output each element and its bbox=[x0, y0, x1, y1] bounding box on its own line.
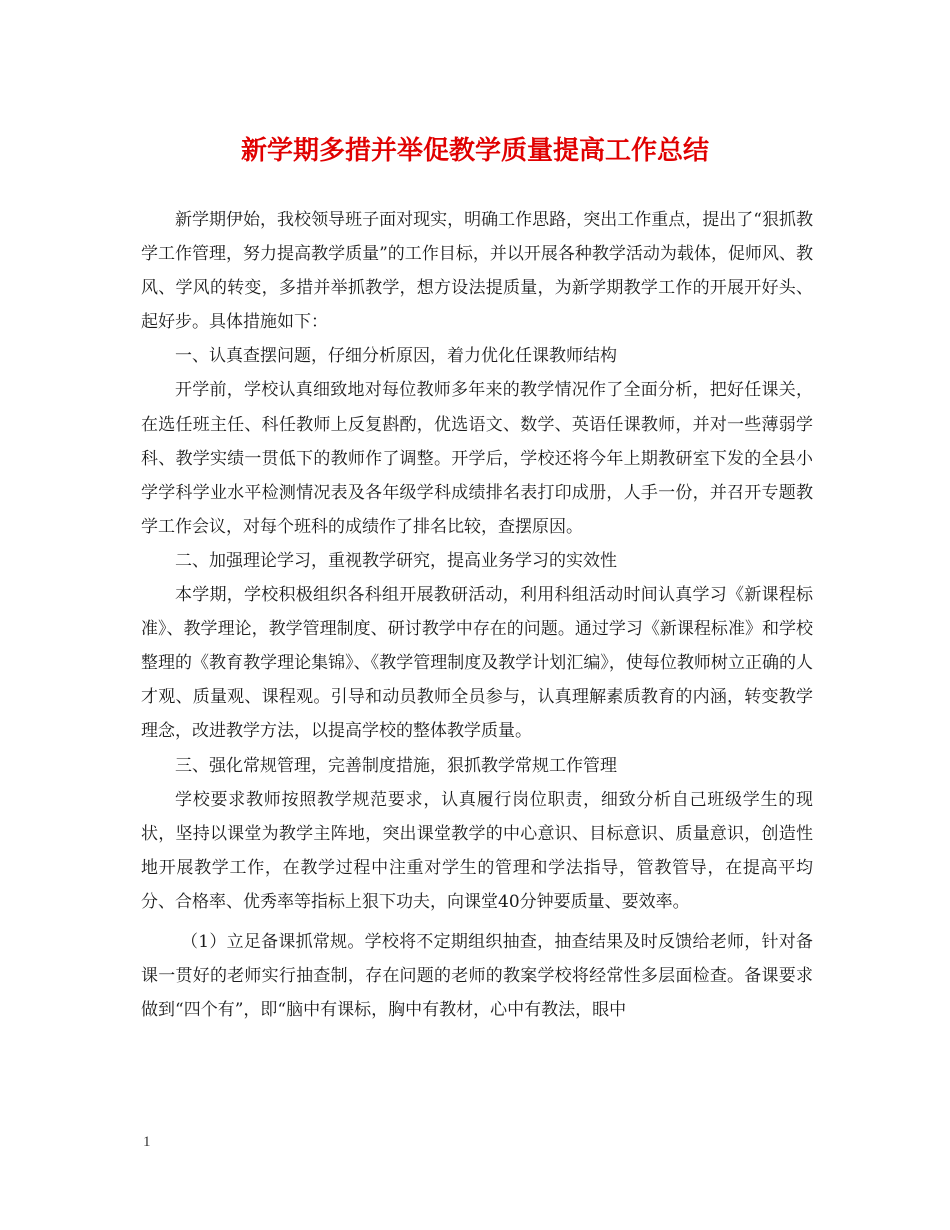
paragraph-section-3: 学校要求教师按照教学规范要求，认真履行岗位职责，细致分析自己班级学生的现状，坚持以课堂为教学主阵地，突出课堂教学的中心意识、目标意识、质量意识，创造性地开展教学工作，在教学过程中注重对学生的管理和学法指导，管教管导，在提高平均分、合格率、优秀率等指标上狠下功夫，向课堂40分钟要质量、要效率。 bbox=[141, 789, 813, 912]
paragraph-section-1: 开学前，学校认真细致地对每位教师多年来的教学情况作了全面分析，把好任课关，在选任班主任、科任教师上反复斟酌，优选语文、数学、英语任课教师，并对一些薄弱学科、教学实绩一贯低下的教师作了调整。开学后，学校还将今年上期教研室下发的全县小学学科学业水平检测情况表及各年级学科成绩排名表打印成册，人手一份，并召开专题教学工作会议，对每个班科的成绩作了排名比较，查摆原因。 bbox=[141, 380, 813, 537]
section-heading-3: 三、强化常规管理，完善制度措施，狠抓教学常规工作管理 bbox=[175, 755, 617, 776]
section-heading-2: 二、加强理论学习，重视教学研究，提高业务学习的实效性 bbox=[175, 550, 617, 571]
document-body bbox=[141, 203, 813, 1027]
section-heading-1: 一、认真查摆问题，仔细分析原因，着力优化任课教师结构 bbox=[175, 346, 617, 367]
paragraph-section-2: 本学期，学校积极组织各科组开展教研活动，利用科组活动时间认真学习《新课程标准》、教学理论，教学管理制度、研讨教学中存在的问题。通过学习《新课程标准》和学校整理的《教育教学理论集锦》、《教学管理制度及教学计划汇编》，使每位教师树立正确的人才观、质量观、课程观。引导和动员教师全员参与，认真理解素质教育的内涵，转变教学理念，改进教学方法，以提高学校的整体教学质量。 bbox=[141, 585, 813, 742]
document-title: 新学期多措并举促教学质量提高工作总结 bbox=[240, 136, 709, 166]
page-number: 1 bbox=[143, 1134, 151, 1150]
paragraph-item-1: （1）立足备课抓常规。学校将不定期组织抽查，抽查结果及时反馈给老师，针对备课一贯好的老师实行抽查制，存在问题的老师的教案学校将经常性多层面检查。备课要求做到“四个有”，即“脑中有课标，胸中有教材，心中有教法，眼中 bbox=[141, 931, 813, 1021]
paragraph-intro: 新学期伊始，我校领导班子面对现实，明确工作思路，突出工作重点，提出了“狠抓教学工作管理，努力提高教学质量”的工作目标，并以开展各种教学活动为载体，促师风、教风、学风的转变，多措并举抓教学，想方设法提质量，为新学期教学工作的开展开好头、起好步。具体措施如下： bbox=[141, 210, 813, 333]
